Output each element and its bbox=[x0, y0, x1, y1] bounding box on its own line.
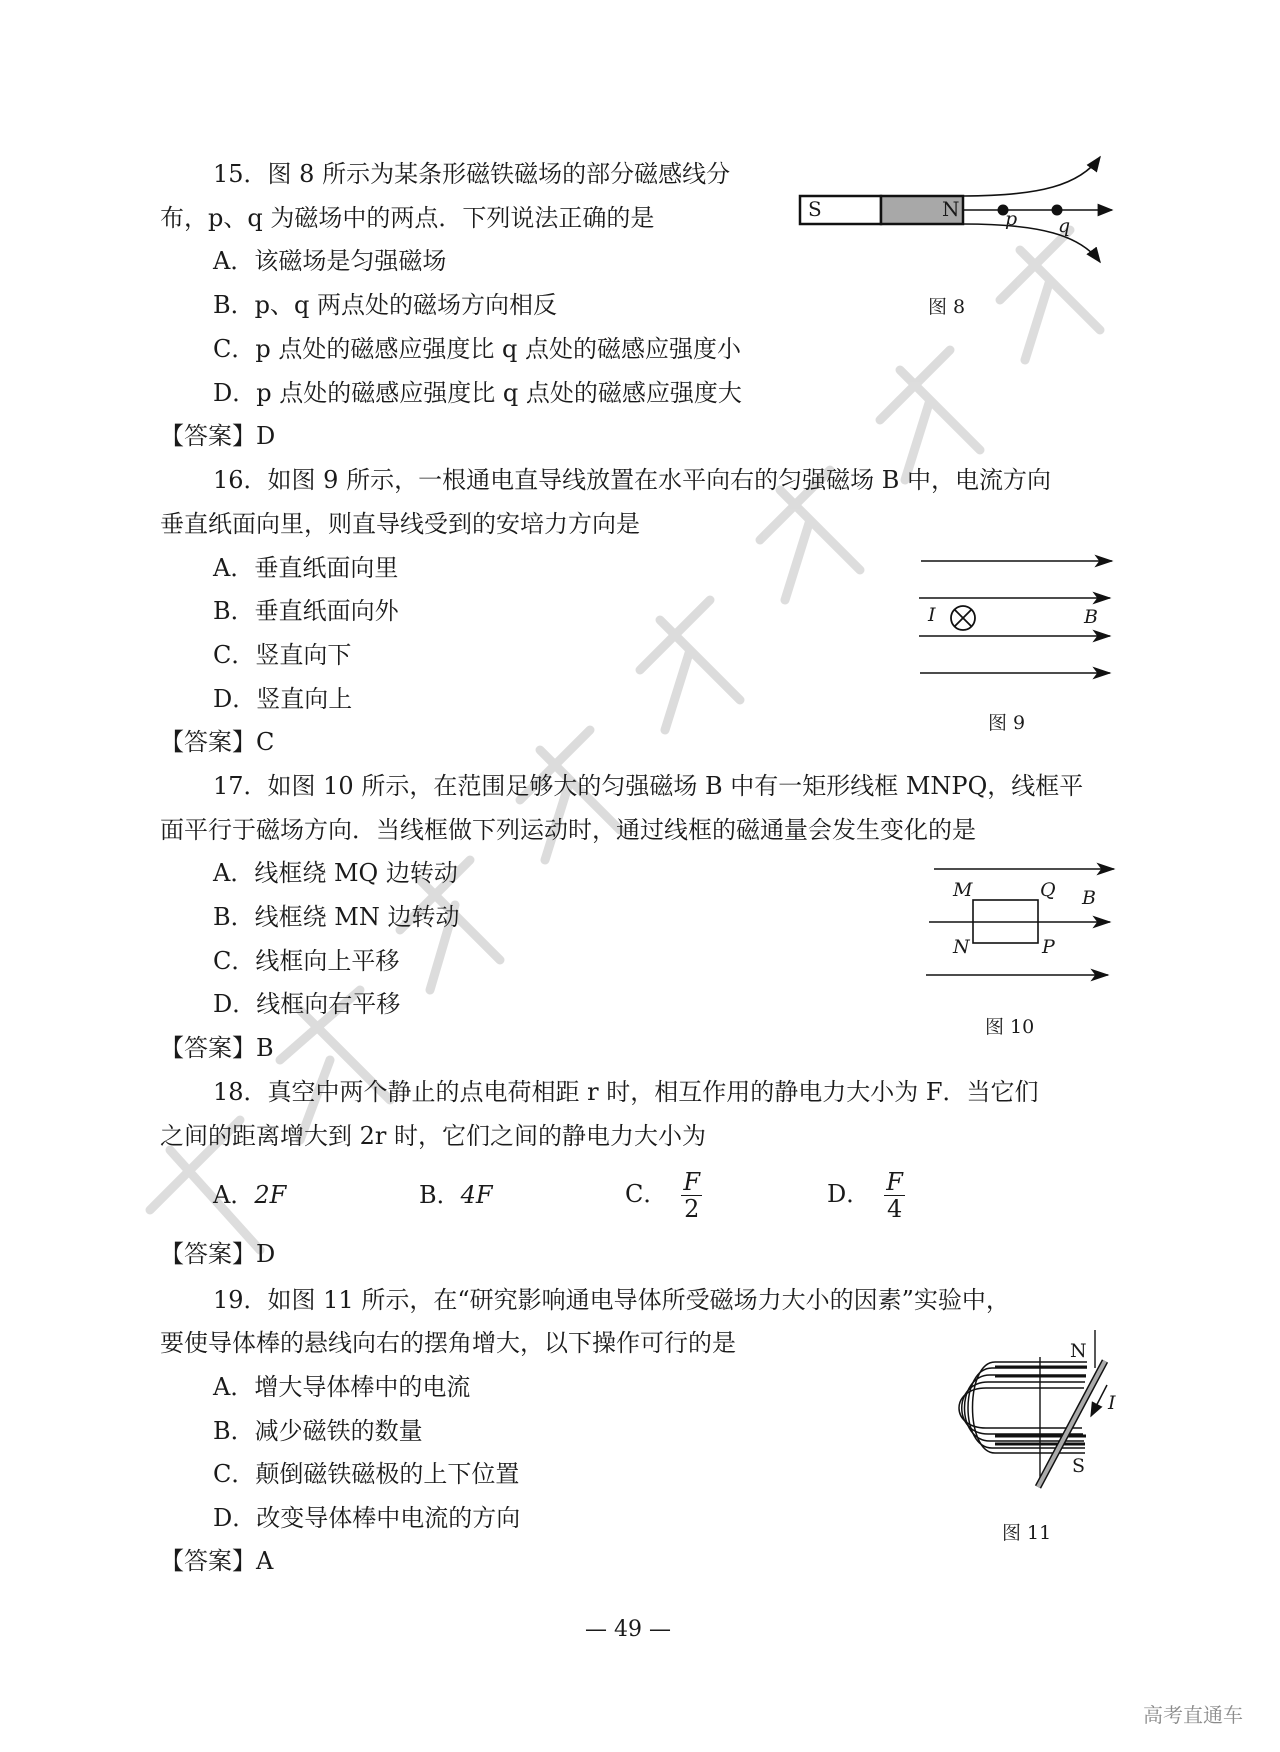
corner-watermark: 高考直通车 bbox=[1143, 1703, 1243, 1727]
field-b-label: B bbox=[1084, 606, 1098, 628]
numerator: F bbox=[683, 1168, 701, 1196]
option-value: 2F bbox=[254, 1181, 287, 1209]
q18-answer: 【答案】D bbox=[160, 1240, 276, 1268]
q15-answer: 【答案】D bbox=[160, 422, 276, 450]
figure-11-caption: 图 11 bbox=[1002, 1522, 1052, 1544]
q16-option-c: C．竖直向下 bbox=[213, 641, 352, 669]
option-label: A． bbox=[213, 1181, 255, 1209]
q16-answer: 【答案】C bbox=[160, 728, 275, 756]
point-p-label: p bbox=[1005, 208, 1018, 230]
q16-stem-line2: 垂直纸面向里，则直导线受到的安培力方向是 bbox=[160, 510, 640, 538]
vertex-q-label: Q bbox=[1040, 879, 1056, 901]
q16-stem-line1: 16．如图 9 所示，一根通电直导线放置在水平向右的匀强磁场 B 中，电流方向 bbox=[213, 466, 1051, 494]
q17-option-b: B．线框绕 MN 边转动 bbox=[213, 903, 460, 931]
q19-stem-line2: 要使导体棒的悬线向右的摆角增大，以下操作可行的是 bbox=[160, 1329, 736, 1357]
q15-stem-line1: 15．图 8 所示为某条形磁铁磁场的部分磁感线分 bbox=[213, 160, 731, 188]
q18-stem-line1: 18．真空中两个静止的点电荷相距 r 时，相互作用的静电力大小为 F．当它们 bbox=[213, 1078, 1039, 1106]
option-label: B． bbox=[419, 1181, 461, 1209]
q19-option-d: D．改变导体棒中电流的方向 bbox=[213, 1504, 521, 1532]
q19-stem-line1: 19．如图 11 所示，在“研究影响通电导体所受磁场力大小的因素”实验中， bbox=[213, 1286, 1010, 1314]
q17-stem-line2: 面平行于磁场方向．当线框做下列运动时，通过线框的磁通量会发生变化的是 bbox=[160, 816, 976, 844]
q18-stem-line2: 之间的距离增大到 2r 时，它们之间的静电力大小为 bbox=[160, 1122, 706, 1150]
pole-n-label: N bbox=[1070, 1340, 1087, 1362]
fraction bbox=[884, 1169, 905, 1222]
denominator: 4 bbox=[886, 1195, 903, 1223]
q17-option-c: C．线框向上平移 bbox=[213, 947, 400, 975]
current-i-label-2: I bbox=[1108, 1392, 1116, 1414]
q19-option-b: B．减少磁铁的数量 bbox=[213, 1417, 423, 1445]
option-label: D． bbox=[827, 1180, 871, 1208]
q16-option-d: D．竖直向上 bbox=[213, 685, 353, 713]
q17-option-d: D．线框向右平移 bbox=[213, 990, 401, 1018]
q15-option-a: A．该磁场是匀强磁场 bbox=[213, 247, 447, 275]
q15-stem-line2: 布，p、q 为磁场中的两点．下列说法正确的是 bbox=[160, 204, 655, 232]
option-label: C． bbox=[625, 1180, 668, 1208]
pole-s-label: S bbox=[1072, 1455, 1086, 1477]
q18-option-d bbox=[827, 1166, 905, 1222]
vertex-n-label: N bbox=[953, 936, 970, 958]
q18-option-c bbox=[625, 1166, 702, 1222]
page-number: — 49 — bbox=[585, 1617, 671, 1642]
point-q-label: q bbox=[1058, 215, 1071, 237]
q17-answer: 【答案】B bbox=[160, 1034, 274, 1062]
q18-option-a bbox=[213, 1180, 286, 1210]
q15-option-d: D．p 点处的磁感应强度比 q 点处的磁感应强度大 bbox=[213, 379, 742, 407]
figure-10-caption: 图 10 bbox=[985, 1016, 1035, 1038]
magnet-n-label: N bbox=[942, 197, 960, 221]
figure-9-caption: 图 9 bbox=[988, 712, 1026, 734]
q18-option-b bbox=[419, 1180, 493, 1210]
option-value: 4F bbox=[460, 1181, 493, 1209]
magnet-s-label: S bbox=[808, 197, 822, 221]
q15-option-b: B．p、q 两点处的磁场方向相反 bbox=[213, 291, 557, 319]
figure-8-caption: 图 8 bbox=[928, 296, 966, 318]
q16-option-a: A．垂直纸面向里 bbox=[213, 554, 399, 582]
q16-option-b: B．垂直纸面向外 bbox=[213, 597, 399, 625]
field-b-label-2: B bbox=[1082, 887, 1096, 909]
q19-answer: 【答案】A bbox=[160, 1547, 274, 1575]
denominator: 2 bbox=[684, 1195, 700, 1223]
q17-stem-line1: 17．如图 10 所示，在范围足够大的匀强磁场 B 中有一矩形线框 MNPQ，线框平 bbox=[213, 772, 1084, 800]
q19-option-c: C．颠倒磁铁磁极的上下位置 bbox=[213, 1460, 520, 1488]
fraction bbox=[681, 1169, 702, 1222]
q17-option-a: A．线框绕 MQ 边转动 bbox=[213, 859, 458, 887]
current-i-label: I bbox=[928, 604, 936, 626]
numerator: F bbox=[886, 1168, 903, 1196]
vertex-m-label: M bbox=[953, 879, 973, 901]
q15-option-c: C．p 点处的磁感应强度比 q 点处的磁感应强度小 bbox=[213, 335, 741, 363]
q19-option-a: A．增大导体棒中的电流 bbox=[213, 1373, 471, 1401]
vertex-p-label: P bbox=[1042, 936, 1055, 958]
